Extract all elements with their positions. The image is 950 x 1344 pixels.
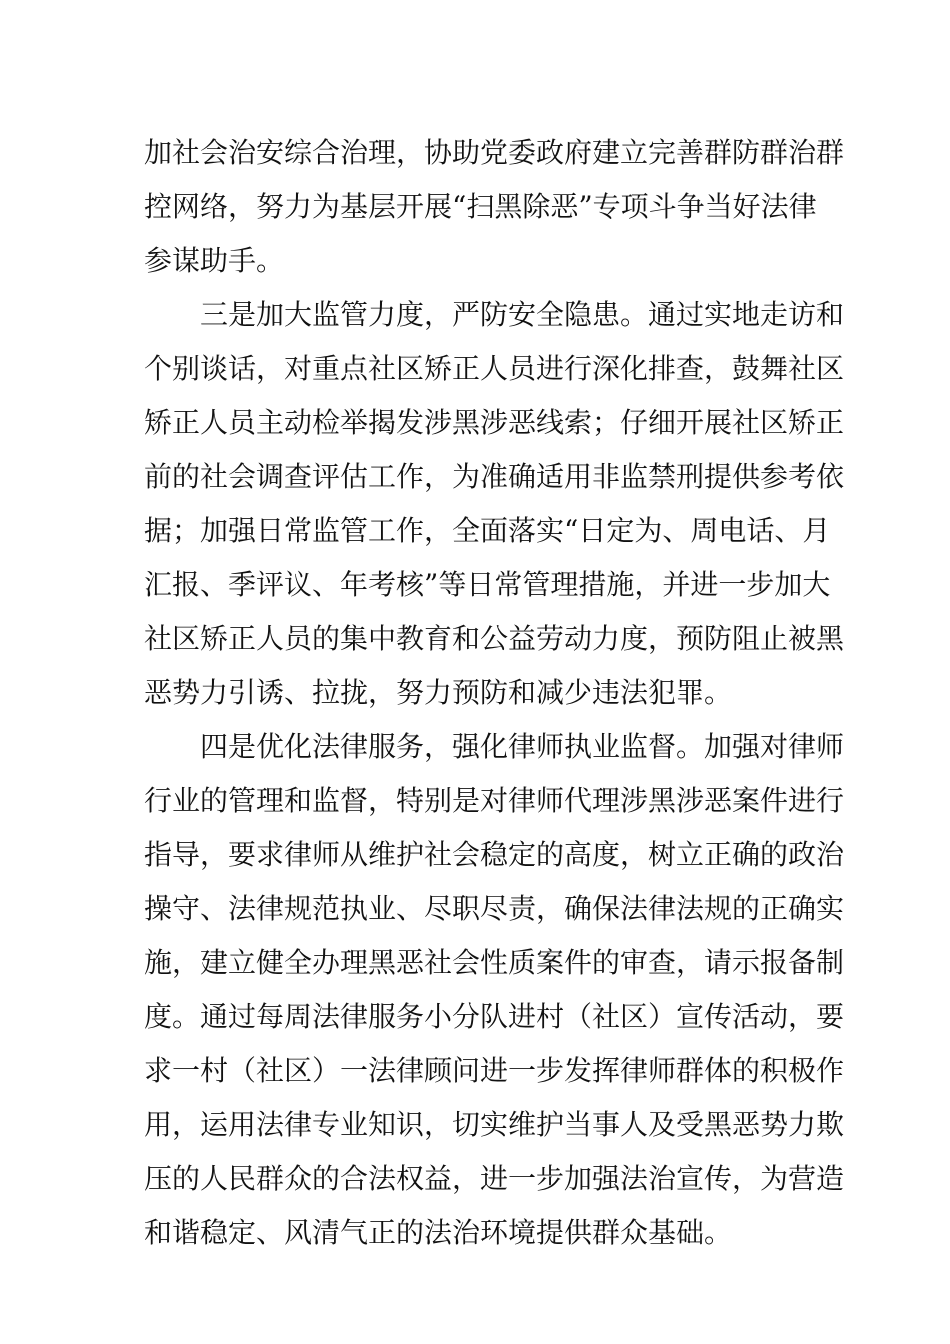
paragraph-line: 行业的管理和监督，特别是对律师代理涉黑涉恶案件进行 <box>144 784 845 817</box>
paragraph-line: 据；加强日常监管工作，全面落实“日定为、周电话、月 <box>144 514 831 547</box>
paragraph-line: 控网络，努力为基层开展“扫黑除恶”专项斗争当好法律 <box>144 190 817 223</box>
paragraph-line: 个别谈话，对重点社区矫正人员进行深化排查，鼓舞社区 <box>144 352 845 385</box>
paragraph-3 <box>144 720 845 1260</box>
paragraph-line: 施，建立健全办理黑恶社会性质案件的审查，请示报备制 <box>144 946 845 979</box>
paragraph-line: 指导，要求律师从维护社会稳定的高度，树立正确的政治 <box>144 838 845 871</box>
paragraph-line: 度。通过每周法律服务小分队进村（社区）宣传活动，要 <box>144 1000 845 1033</box>
paragraph-line: 加社会治安综合治理，协助党委政府建立完善群防群治群 <box>144 136 845 169</box>
paragraph-line: 前的社会调查评估工作，为准确适用非监禁刑提供参考依 <box>144 460 845 493</box>
paragraph-line: 四是优化法律服务，强化律师执业监督。加强对律师 <box>200 730 845 763</box>
paragraph-line: 三是加大监管力度，严防安全隐患。通过实地走访和 <box>200 298 845 331</box>
paragraph-line: 求一村（社区）一法律顾问进一步发挥律师群体的积极作 <box>144 1054 845 1087</box>
paragraph-line: 用，运用法律专业知识，切实维护当事人及受黑恶势力欺 <box>144 1108 845 1141</box>
paragraph-line: 矫正人员主动检举揭发涉黑涉恶线索；仔细开展社区矫正 <box>144 406 845 439</box>
paragraph-line: 恶势力引诱、拉拢，努力预防和减少违法犯罪。 <box>144 676 733 709</box>
paragraph-line: 参谋助手。 <box>144 244 285 277</box>
paragraph-line: 汇报、季评议、年考核”等日常管理措施，并进一步加大 <box>144 568 831 601</box>
paragraph-2 <box>144 288 845 720</box>
paragraph-line: 社区矫正人员的集中教育和公益劳动力度，预防阻止被黑 <box>144 622 845 655</box>
paragraph-line: 和谐稳定、风清气正的法治环境提供群众基础。 <box>144 1216 733 1249</box>
document-body <box>144 126 845 1260</box>
paragraph-1 <box>144 126 845 288</box>
paragraph-line: 操守、法律规范执业、尽职尽责，确保法律法规的正确实 <box>144 892 845 925</box>
paragraph-line: 压的人民群众的合法权益，进一步加强法治宣传，为营造 <box>144 1162 845 1195</box>
